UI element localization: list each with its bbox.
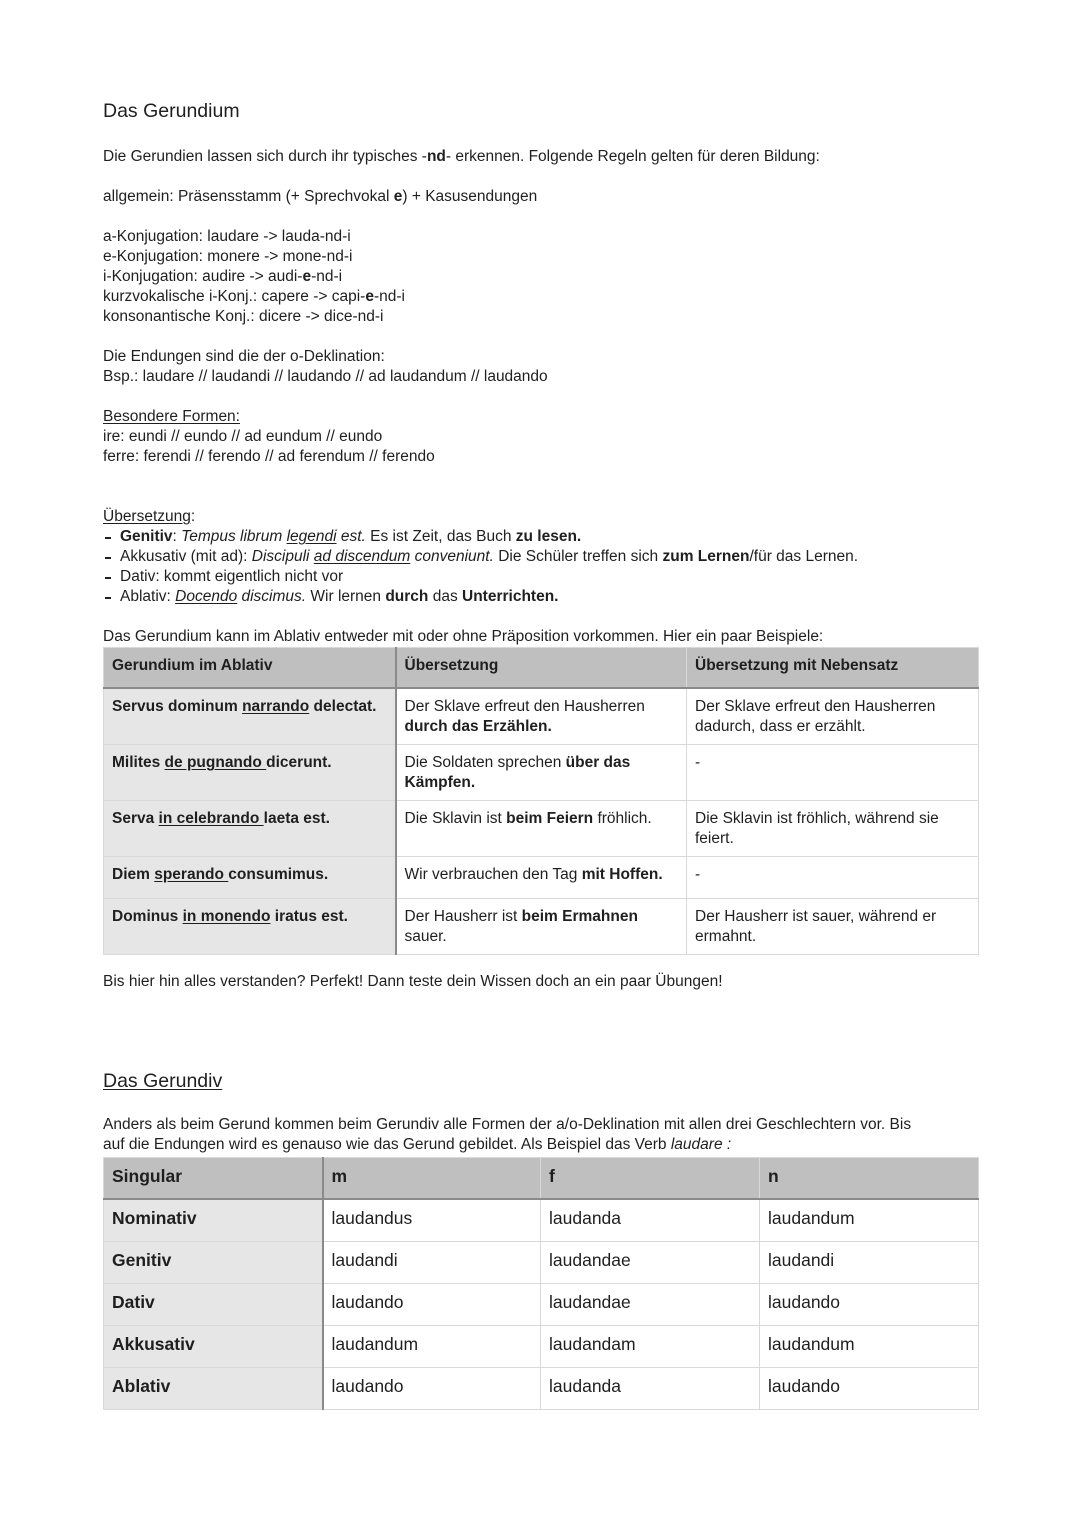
translation-list [103, 527, 858, 607]
column-header: Übersetzung mit Nebensatz [687, 648, 979, 689]
translation-cell: Der Hausherr ist beim Ermahnen sauer. [396, 899, 687, 955]
translation-cell: Die Sklavin ist beim Feiern fröhlich. [396, 801, 687, 857]
example-line: Bsp.: laudare // laudandi // laudando // ad laudandum // laudando [103, 368, 548, 385]
latin-cell: Milites de pugnando dicerunt. [104, 745, 396, 801]
gerundiv-intro-line2: auf die Endungen wird es genauso wie das Gerund gebildet. Als Beispiel das Verb laudare : [103, 1136, 732, 1153]
page-title: Das Gerundium [103, 100, 240, 122]
rule-e-conjugation: e-Konjugation: monere -> mone-nd-i [103, 248, 353, 265]
table-row [104, 1368, 979, 1410]
column-header: Gerundium im Ablativ [104, 648, 396, 689]
list-item-genitiv: Genitiv: Tempus librum legendi est. Es ist Zeit, das Buch zu lesen. [103, 527, 858, 547]
form-cell: laudando [323, 1284, 541, 1326]
table-row [104, 1242, 979, 1284]
rule-short-i-conjugation: kurzvokalische i-Konj.: capere -> capi-e-nd-i [103, 288, 405, 305]
translation-heading: Übersetzung: [103, 508, 196, 525]
form-cell: laudandi [760, 1242, 979, 1284]
table-header-row [104, 648, 979, 689]
general-rule: allgemein: Präsensstamm (+ Sprechvokal e) + Kasusendungen [103, 188, 538, 205]
declension-table [103, 1157, 979, 1410]
table-row [104, 1284, 979, 1326]
form-cell: laudandum [323, 1326, 541, 1368]
rule-consonant-conjugation: konsonantische Konj.: dicere -> dice-nd-i [103, 308, 384, 325]
section-title: Das Gerundiv [103, 1070, 223, 1092]
special-form-ferre: ferre: ferendi // ferendo // ad ferendum // ferendo [103, 448, 435, 465]
intro-paragraph: Die Gerundien lassen sich durch ihr typisches -nd- erkennen. Folgende Regeln gelten für deren Bildung: [103, 148, 820, 165]
table-row [104, 801, 979, 857]
form-cell: laudandam [541, 1326, 760, 1368]
list-item-dativ: Dativ: kommt eigentlich nicht vor [103, 567, 858, 587]
list-item-akkusativ: Akkusativ (mit ad): Discipuli ad discendum conveniunt. Die Schüler treffen sich zum Lernen/für das Lernen. [103, 547, 858, 567]
endings-line: Die Endungen sind die der o-Deklination: [103, 348, 385, 365]
list-item-ablativ: Ablativ: Docendo discimus. Wir lernen durch das Unterrichten. [103, 587, 858, 607]
table-row [104, 857, 979, 899]
translation-cell: Wir verbrauchen den Tag mit Hoffen. [396, 857, 687, 899]
special-form-ire: ire: eundi // eundo // ad eundum // eundo [103, 428, 383, 445]
latin-cell: Dominus in monendo iratus est. [104, 899, 396, 955]
translation-cell: Der Sklave erfreut den Hausherren durch das Erzählen. [396, 688, 687, 745]
latin-cell: Serva in celebrando laeta est. [104, 801, 396, 857]
case-label: Genitiv [104, 1242, 323, 1284]
latin-cell: Servus dominum narrando delectat. [104, 688, 396, 745]
form-cell: laudandae [541, 1284, 760, 1326]
table-header-row [104, 1158, 979, 1200]
form-cell: laudando [760, 1368, 979, 1410]
form-cell: laudando [323, 1368, 541, 1410]
table-row [104, 899, 979, 955]
clause-translation-cell: Die Sklavin ist fröhlich, während sie feiert. [687, 801, 979, 857]
case-label: Nominativ [104, 1199, 323, 1242]
form-cell: laudando [760, 1284, 979, 1326]
clause-translation-cell: - [687, 745, 979, 801]
table-row [104, 745, 979, 801]
latin-cell: Diem sperando consumimus. [104, 857, 396, 899]
clause-translation-cell: - [687, 857, 979, 899]
form-cell: laudandum [760, 1326, 979, 1368]
translation-cell: Die Soldaten sprechen über das Kämpfen. [396, 745, 687, 801]
form-cell: laudandum [760, 1199, 979, 1242]
form-cell: laudandae [541, 1242, 760, 1284]
ablativ-table [103, 647, 979, 955]
closing-text: Bis hier hin alles verstanden? Perfekt! Dann teste dein Wissen doch an ein paar Übungen! [103, 973, 723, 990]
clause-translation-cell: Der Hausherr ist sauer, während er ermahnt. [687, 899, 979, 955]
table-row [104, 688, 979, 745]
column-header: m [323, 1158, 541, 1200]
column-header: Singular [104, 1158, 323, 1200]
form-cell: laudandi [323, 1242, 541, 1284]
clause-translation-cell: Der Sklave erfreut den Hausherren dadurch, dass er erzählt. [687, 688, 979, 745]
form-cell: laudanda [541, 1199, 760, 1242]
rule-i-conjugation: i-Konjugation: audire -> audi-e-nd-i [103, 268, 343, 285]
column-header: Übersetzung [396, 648, 687, 689]
special-forms-heading: Besondere Formen: [103, 408, 240, 425]
table-row [104, 1326, 979, 1368]
case-label: Dativ [104, 1284, 323, 1326]
case-label: Akkusativ [104, 1326, 323, 1368]
column-header: f [541, 1158, 760, 1200]
column-header: n [760, 1158, 979, 1200]
form-cell: laudandus [323, 1199, 541, 1242]
table-row [104, 1199, 979, 1242]
gerundiv-intro-line1: Anders als beim Gerund kommen beim Gerundiv alle Formen der a/o-Deklination mit allen drei Geschlechtern vor. Bis [103, 1116, 912, 1133]
case-label: Ablativ [104, 1368, 323, 1410]
rule-a-conjugation: a-Konjugation: laudare -> lauda-nd-i [103, 228, 351, 245]
form-cell: laudanda [541, 1368, 760, 1410]
ablativ-intro: Das Gerundium kann im Ablativ entweder mit oder ohne Präposition vorkommen. Hier ein paar Beispiele: [103, 628, 824, 645]
